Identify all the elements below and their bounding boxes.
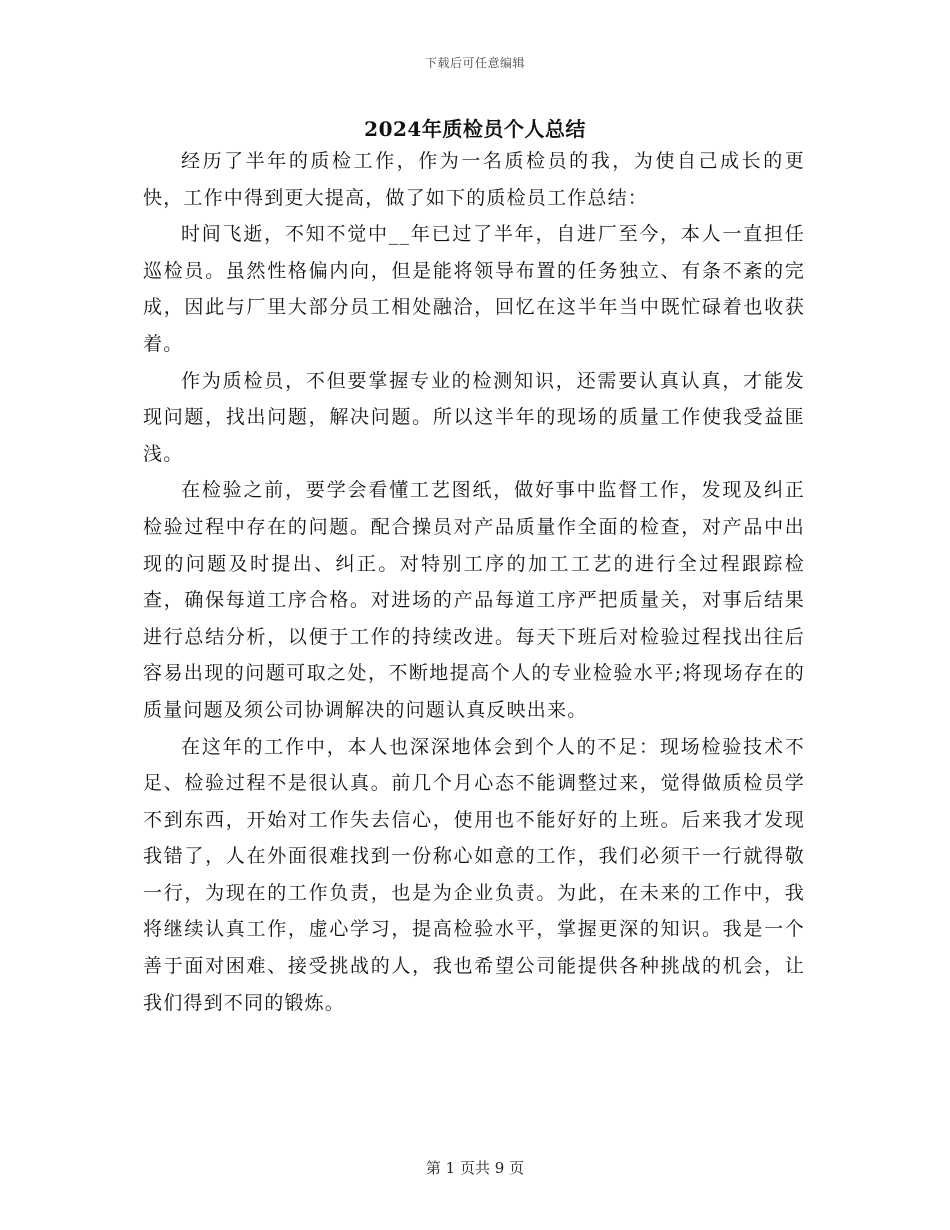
document-title: 2024年质检员个人总结 xyxy=(364,117,586,141)
paragraph: 时间飞逝，不知不觉中__年已过了半年，自进厂至今，本人一直担任巡检员。虽然性格偏内向，但是能将领导布置的任务独立、有条不紊的完成，因此与厂里大部分员工相处融洽，回忆在这半年当中既忙碌着也收获着。 xyxy=(143,223,805,355)
paragraph: 在这年的工作中，本人也深深地体会到个人的不足：现场检验技术不足、检验过程不是很认真。前几个月心态不能调整过来，觉得做质检员学不到东西，开始对工作失去信心，使用也不能好好的上班。后来我才发现我错了，人在外面很难找到一份称心如意的工作，我们必须干一行就得敬一行，为现在的工作负责，也是为企业负责。为此，在未来的工作中，我将继续认真工作，虚心学习，提高检验水平，掌握更深的知识。我是一个善于面对困难、接受挑战的人，我也希望公司能提供各种挑战的机会，让我们得到不同的锻炼。 xyxy=(143,735,805,1014)
document-body xyxy=(143,143,805,1021)
paragraph: 经历了半年的质检工作，作为一名质检员的我，为使自己成长的更快，工作中得到更大提高，做了如下的质检员工作总结： xyxy=(143,150,805,209)
paragraph: 作为质检员，不但要掌握专业的检测知识，还需要认真认真，才能发现问题，找出问题，解决问题。所以这半年的现场的质量工作使我受益匪浅。 xyxy=(143,369,805,465)
paragraph: 在检验之前，要学会看懂工艺图纸，做好事中监督工作，发现及纠正检验过程中存在的问题。配合操员对产品质量作全面的检查，对产品中出现的问题及时提出、纠正。对特别工序的加工工艺的进行全过程跟踪检查，确保每道工序合格。对进场的产品每道工序严把质量关，对事后结果进行总结分析，以便于工作的持续改进。每天下班后对检验过程找出往后容易出现的问题可取之处，不断地提高个人的专业检验水平;将现场存在的质量问题及须公司协调解决的问题认真反映出来。 xyxy=(143,479,805,721)
page-number: 第 1 页共 9 页 xyxy=(425,1159,525,1177)
header-note: 下载后可任意编辑 xyxy=(424,56,525,70)
